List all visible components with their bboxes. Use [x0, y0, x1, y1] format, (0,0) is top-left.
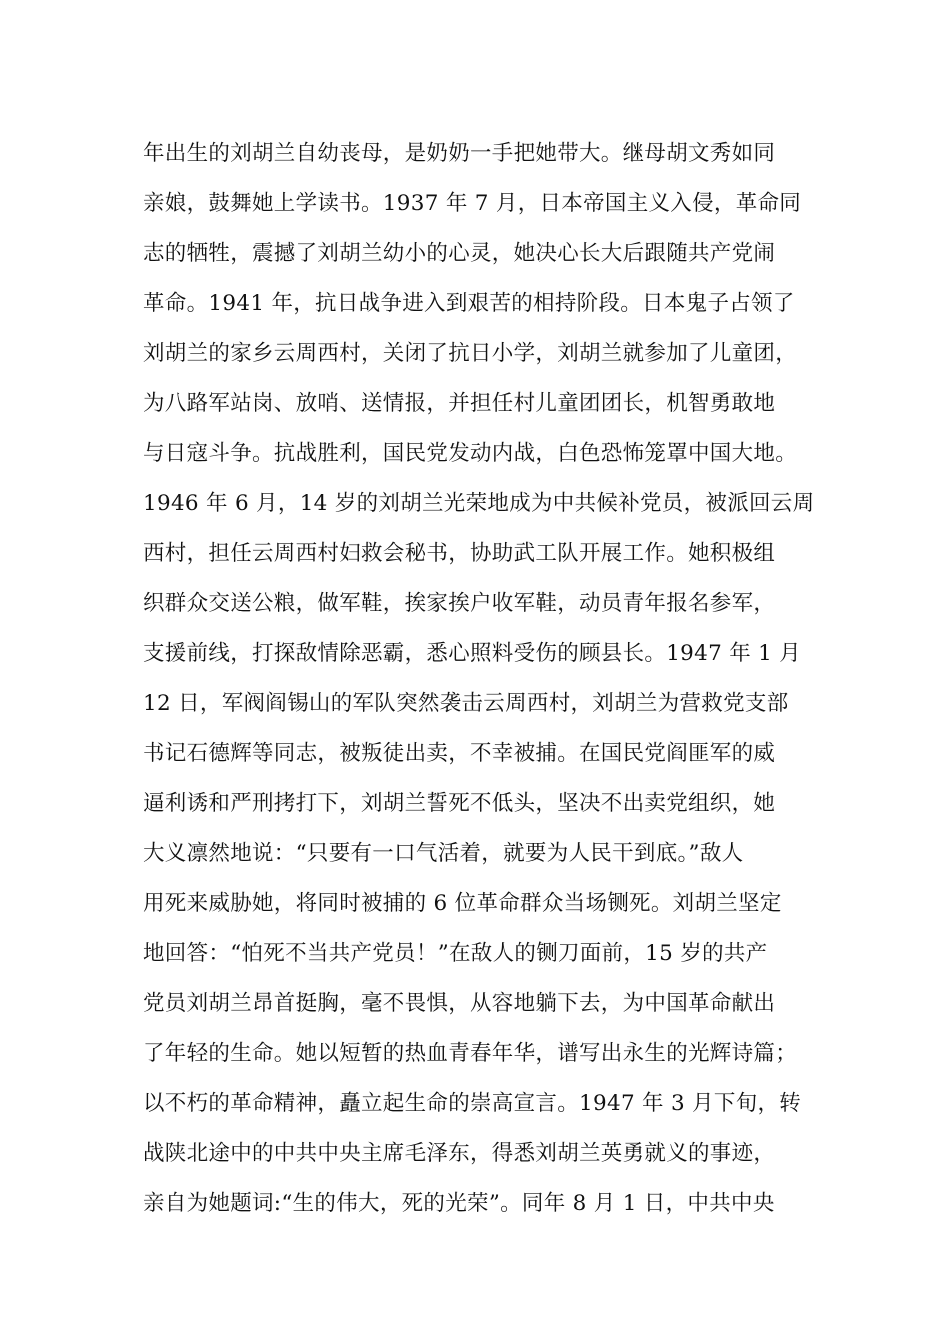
text-line: 地回答：“怕死不当共产党员！”在敌人的铡刀面前，15 岁的共产: [143, 941, 768, 966]
text-line: 战陕北途中的中共中央主席毛泽东，得悉刘胡兰英勇就义的事迹，: [143, 1141, 776, 1166]
text-line: 支援前线，打探敌情除恶霸，悉心照料受伤的顾县长。1947 年 1 月: [143, 641, 802, 666]
text-line: 书记石德辉等同志，被叛徒出卖，不幸被捕。在国民党阎匪军的威: [143, 741, 776, 766]
body-text: [143, 129, 823, 1229]
text-line: 党员刘胡兰昂首挺胸，毫不畏惧，从容地躺下去，为中国革命献出: [143, 991, 776, 1016]
text-line: 亲娘，鼓舞她上学读书。1937 年 7 月，日本帝国主义入侵，革命同: [143, 191, 802, 216]
text-line: 织群众交送公粮，做军鞋，挨家挨户收军鞋，动员青年报名参军，: [143, 591, 776, 616]
text-line: 刘胡兰的家乡云周西村，关闭了抗日小学，刘胡兰就参加了儿童团，: [143, 341, 798, 366]
text-line: 为八路军站岗、放哨、送情报，并担任村儿童团团长，机智勇敢地: [143, 391, 776, 416]
text-line: 志的牺牲，震撼了刘胡兰幼小的心灵，她决心长大后跟随共产党闹: [143, 241, 776, 266]
text-line: 革命。1941 年，抗日战争进入到艰苦的相持阶段。日本鬼子占领了: [143, 291, 795, 316]
text-line: 逼利诱和严刑拷打下，刘胡兰誓死不低头，坚决不出卖党组织，她: [143, 791, 776, 816]
text-line: 1946 年 6 月，14 岁的刘胡兰光荣地成为中共候补党员，被派回云周: [143, 491, 815, 516]
text-line: 大义凛然地说：“只要有一口气活着，就要为人民干到底。”敌人: [143, 841, 744, 866]
text-line: 年出生的刘胡兰自幼丧母，是奶奶一手把她带大。继母胡文秀如同: [143, 141, 776, 166]
text-line: 亲自为她题词:“生的伟大，死的光荣”。同年 8 月 1 日，中共中央: [143, 1191, 775, 1216]
text-line: 用死来威胁她，将同时被捕的 6 位革命群众当场铡死。刘胡兰坚定: [143, 891, 782, 916]
text-line: 了年轻的生命。她以短暂的热血青春年华，谱写出永生的光辉诗篇；: [143, 1041, 798, 1066]
text-line: 以不朽的革命精神，矗立起生命的崇高宣言。1947 年 3 月下旬，转: [143, 1091, 802, 1116]
text-line: 西村，担任云周西村妇救会秘书，协助武工队开展工作。她积极组: [143, 541, 776, 566]
text-line: 12 日，军阀阎锡山的军队突然袭击云周西村，刘胡兰为营救党支部: [143, 691, 789, 716]
text-line: 与日寇斗争。抗战胜利，国民党发动内战，白色恐怖笼罩中国大地。: [143, 441, 798, 466]
